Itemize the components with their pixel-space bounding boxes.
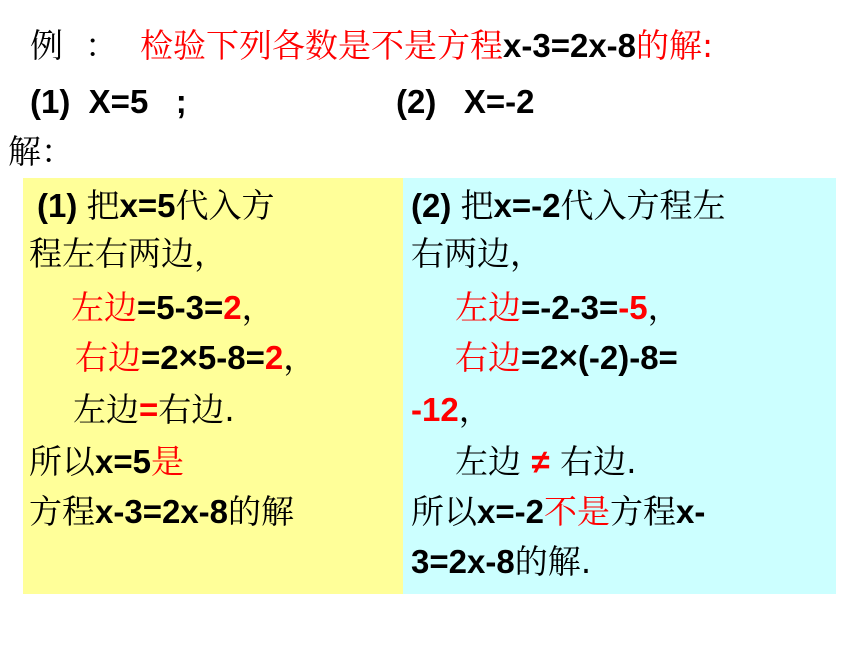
right-comma: ， bbox=[647, 288, 681, 327]
right-not-equal-sign: ≠ bbox=[531, 443, 550, 480]
left-text: 方程 bbox=[29, 492, 95, 531]
left-value: x=5 bbox=[95, 443, 151, 480]
right-text: 方程 bbox=[609, 492, 676, 531]
left-rhs-result: 2 bbox=[264, 339, 284, 376]
right-value: x=-2 bbox=[493, 187, 561, 224]
question-instruction: 检验下列各数是不是方程 bbox=[140, 26, 503, 65]
right-text: 的解. bbox=[514, 542, 592, 581]
right-equation-part: 3=2x-8 bbox=[411, 543, 515, 580]
right-line-6 bbox=[455, 440, 637, 484]
right-line-4 bbox=[455, 336, 678, 380]
left-line-3 bbox=[71, 286, 275, 330]
right-line-3 bbox=[455, 286, 681, 330]
right-text: 所以 bbox=[411, 492, 477, 531]
case-1: (1) X=5 ; bbox=[30, 83, 187, 120]
right-lhs-expr: =-2-3= bbox=[521, 289, 619, 326]
example-label: 例 bbox=[30, 26, 63, 65]
left-text: 的解 bbox=[228, 492, 295, 531]
left-line-2: 程左右两边， bbox=[29, 234, 227, 273]
right-lhs-result: -5 bbox=[618, 289, 648, 326]
left-case-number: (1) bbox=[37, 187, 87, 224]
left-line-6 bbox=[29, 440, 184, 484]
right-lhs-label: 左边 bbox=[455, 288, 521, 327]
right-case-number: (2) bbox=[411, 187, 461, 224]
right-line-5 bbox=[411, 388, 492, 432]
left-comma: ， bbox=[283, 338, 317, 377]
left-line-4 bbox=[75, 336, 316, 380]
left-conclusion: 是 bbox=[150, 442, 184, 481]
left-line-5 bbox=[73, 388, 235, 432]
right-text: 右边. bbox=[549, 442, 637, 481]
right-line-1 bbox=[411, 184, 725, 228]
right-solution-panel bbox=[403, 178, 836, 594]
left-equation: x-3=2x-8 bbox=[95, 493, 229, 530]
right-rhs-result: -12 bbox=[411, 391, 459, 428]
right-line-2: 右两边， bbox=[411, 234, 543, 273]
right-rhs-label: 右边 bbox=[455, 338, 521, 377]
left-line-1 bbox=[37, 184, 274, 228]
question-line bbox=[30, 24, 713, 68]
right-line-8 bbox=[411, 540, 591, 584]
right-rhs-expr: =2×(-2)-8= bbox=[521, 339, 678, 376]
left-lhs-label: 左边 bbox=[71, 288, 137, 327]
left-text: 左边 bbox=[73, 390, 139, 429]
case-2: (2) X=-2 bbox=[396, 83, 535, 120]
left-rhs-expr: =2×5-8= bbox=[141, 339, 265, 376]
left-text: 代入方 bbox=[175, 186, 275, 225]
example-colon: ： bbox=[85, 26, 118, 65]
left-text: 把 bbox=[86, 186, 120, 225]
cases-line bbox=[30, 80, 535, 124]
question-equation: x-3=2x-8 bbox=[503, 27, 637, 64]
right-conclusion: 不是 bbox=[543, 492, 610, 531]
question-suffix: 的解: bbox=[636, 26, 714, 65]
solution-label: 解： bbox=[8, 132, 74, 171]
left-solution-panel bbox=[23, 178, 403, 594]
right-line-7 bbox=[411, 490, 705, 534]
left-lhs-expr: =5-3= bbox=[137, 289, 224, 326]
right-text: 把 bbox=[460, 186, 494, 225]
left-line-7 bbox=[29, 490, 294, 534]
left-value: x=5 bbox=[119, 187, 176, 224]
left-equals-sign: = bbox=[139, 391, 159, 428]
right-comma: ， bbox=[458, 390, 492, 429]
right-equation-part: x- bbox=[675, 493, 706, 530]
right-text: 代入方程左 bbox=[560, 186, 726, 225]
left-lhs-result: 2 bbox=[223, 289, 242, 326]
right-text: 左边 bbox=[455, 442, 532, 481]
left-comma: ， bbox=[241, 288, 275, 327]
left-rhs-label: 右边 bbox=[75, 338, 141, 377]
left-text: 所以 bbox=[29, 442, 95, 481]
left-text: 右边. bbox=[158, 390, 235, 429]
right-value: x=-2 bbox=[477, 493, 544, 530]
